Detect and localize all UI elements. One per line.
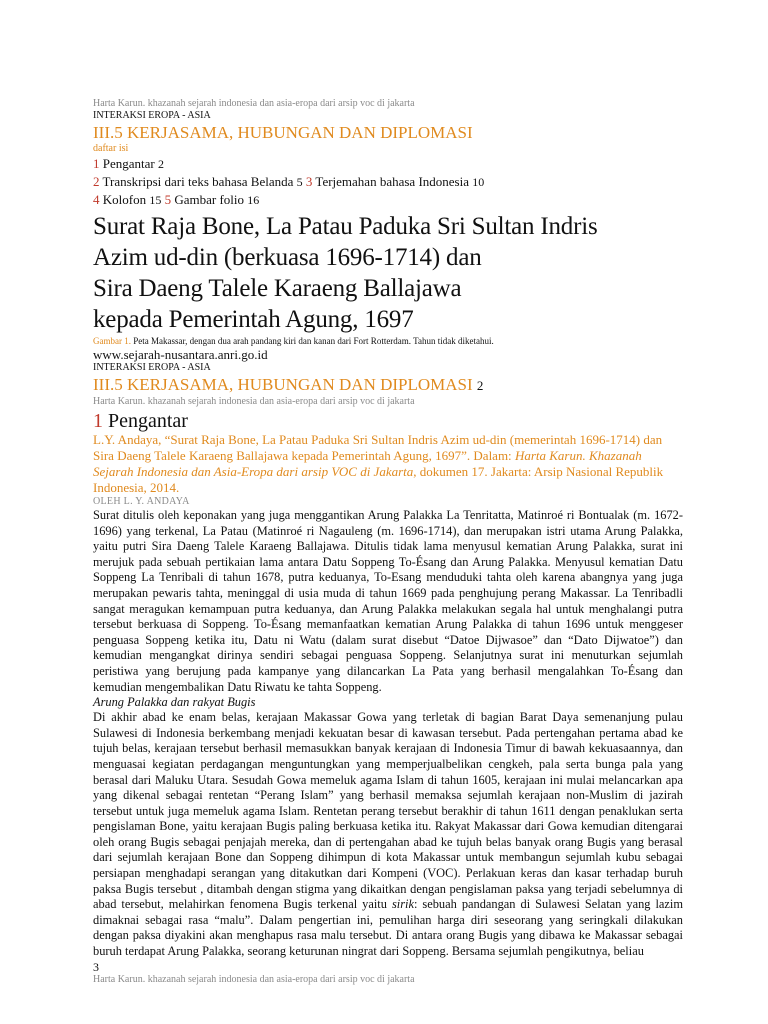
document-title bbox=[93, 211, 683, 335]
footer-page-number: 3 bbox=[93, 959, 99, 974]
citation: L.Y. Andaya, “Surat Raja Bone, La Patau Paduka Sri Sultan Indris Azim ud-din (memerintah 1696-1714) dan Sira Daeng Talele Karaeng Ballajawa kepada Pemerintah Agung, 1697”. Dalam: Harta Karun. Khazanah Sejarah Indonesia dan Asia-Eropa dari arsip VOC di Jakarta, dokumen 17. Jakarta: Arsip Nasional Republik Indonesia, 2014. bbox=[93, 432, 664, 495]
toc-link-terjemahan[interactable]: 3 Terjemahan bahasa Indonesia 10 bbox=[305, 174, 485, 189]
website-link[interactable]: www.sejarah-nusantara.anri.go.id bbox=[93, 347, 268, 362]
paragraph: Surat ditulis oleh keponakan yang juga menggantikan Arung Palakka La Tenritatta, Matinroé ri Bontualak (m. 1672-1696) yang terkenal, La Patau (Matinroé ri Nagauleng (m. 1696-1714), dan merupakan istri utama Arung Palakka, yaitu putri Sira Daeng Talele Karaeng Ballajawa. Ditulis tidak lama menyusul kematian Arung Palakka, surat ini merujuk pada sebuah pertikaian lama antara Datu Soppeng To-Ésang dan Arung Palakka. Menyusul kematian Datu Soppeng La Tenribali di tahun 1678, putra keduanya, To-Esang menduduki tahta oleh karena abangnya yang juga merupakan pewaris tahta, meninggal di usia muda di tahun 1669 pada penghujung perang Makassar. La Tenribadli sangat meragukan kemampuan putra keduanya, dan Arung Palakka melakukan segala hal untuk menghalangi putra tersebut berkuasa di Soppeng. To-Ésang memanfaatkan kematian Arung Palakka di tahun 1696 untuk menggeser penguasa Soppeng ketika itu, Datu ni Watu (dalam surat disebut “Datoe Dijwasoe” dan “Dato Dijwatoe”) dan kemudian mengangkat dirinya sendiri sebagai penguasa Soppeng. Selanjutnya surat ini menuturkan sejumlah peristiwa yang berujung pada kampanye yang dilancarkan La Pata yang berhasil mengalahkan To-Ésang dan kemudian mengembalikan Datu Riwatu ke tahta Soppeng. bbox=[93, 508, 683, 694]
title-line: Surat Raja Bone, La Patau Paduka Sri Sultan Indris bbox=[93, 213, 598, 240]
paragraph: Di akhir abad ke enam belas, kerajaan Makassar Gowa yang terletak di bagian Barat Daya semenanjung pulau Sulawesi di Indonesia berkembang menjadi kekuatan besar di kawasan tersebut. Pada pertengahan pertama abad ke tujuh belas, kerajaan tersebut berhasil memasukkan banyak kerajaan di Indonesia Timur di bawah kekuasaannya, dan menguasai kegiatan perdagangan menguntungkan yang memperjualbelikan cengkeh, pala serta bunga pala yang berasal dari Maluku Utara. Sesudah Gowa memeluk agama Islam di tahun 1605, kerajaan ini mulai melancarkan apa yang dikenal sebagai rentetan “Perang Islam” yang berhasil memaksa sejumlah kerajaan non-Muslim di jazirah tersebut untuk juga memeluk agama Islam. Rentetan perang tersebut berakhir di tahun 1611 dengan penaklukan serta pengislaman Bone, yaitu kerajaan Bugis paling berkuasa ketika itu. Rakyat Makassar dari Gowa kemudian ditengarai oleh orang Bugis sebagai penjajah mereka, dan di pertengahan abad ke tujuh belas banyak orang Bugis yang berasal dari sejumlah kerajaan Bone dan Soppeng dihimpun di kota Makassar untuk membangun sejumlah kubu sebagai persiapan menghadapi serangan yang ditakutkan dari Kompeni (VOC). Perlakuan keras dan kasar terhadap buruh paksa Bugis tersebut , ditambah dengan stigma yang dikaitkan dengan pengislaman paksa yang terjadi sebelumnya di abad tersebut, melahirkan fenomena Bugis terkenal yaitu sirik: sebuah pandangan di Sulawesi Selatan yang lazim dimaknai sebagai rasa “malu”. Dalam pengertian ini, pemulihan harga diri seseorang yang seringkali dilakukan dengan paksa diyakini akan menghapus rasa malu tersebut. Di antara orang Bugis yang dibawa ke Makassar sebagai buruh terdapat Arung Palakka, seorang keturunan ningrat dari Soppeng. Bersama sejumlah pengikutnya, beliau bbox=[93, 710, 683, 959]
table-of-contents bbox=[93, 155, 683, 209]
page-number: 2 bbox=[476, 378, 484, 393]
toc-line bbox=[93, 155, 683, 173]
figure-label: Gambar 1. bbox=[93, 336, 131, 346]
subheading: Arung Palakka dan rakyat Bugis bbox=[93, 695, 256, 710]
series-label: INTERAKSI EROPA - ASIA bbox=[93, 110, 211, 121]
title-line: Azim ud-din (berkuasa 1696-1714) dan bbox=[93, 244, 482, 271]
running-title-page2: Harta Karun. khazanah sejarah indonesia dan asia-eropa dari arsip voc di jakarta bbox=[93, 396, 415, 407]
toc-link-gambar-folio[interactable]: 5 Gambar folio 16 bbox=[164, 192, 260, 207]
section-title-page2: III.5 KERJASAMA, HUBUNGAN DAN DIPLOMASI 2 bbox=[93, 375, 484, 394]
title-line: kepada Pemerintah Agung, 1697 bbox=[93, 306, 414, 333]
toc-link-pengantar[interactable]: 1 Pengantar 2 bbox=[93, 156, 164, 171]
toc-link-kolofon[interactable]: 4 Kolofon 15 bbox=[93, 192, 162, 207]
toc-line bbox=[93, 191, 683, 209]
figure-caption-text: Peta Makassar, dengan dua arah pandang kiri dan kanan dari Fort Rotterdam. Tahun tidak diketahui. bbox=[133, 336, 494, 346]
toc-label: daftar isi bbox=[93, 143, 129, 154]
body-text bbox=[93, 508, 683, 960]
author-byline: OLEH L. Y. ANDAYA bbox=[93, 496, 190, 507]
figure-caption bbox=[93, 336, 683, 347]
title-line: Sira Daeng Talele Karaeng Ballajawa bbox=[93, 275, 462, 302]
toc-line bbox=[93, 173, 683, 191]
running-title: Harta Karun. khazanah sejarah indonesia dan asia-eropa dari arsip voc di jakarta bbox=[93, 98, 415, 109]
series-label-page2: INTERAKSI EROPA - ASIA bbox=[93, 362, 211, 373]
section-title: III.5 KERJASAMA, HUBUNGAN DAN DIPLOMASI bbox=[93, 123, 473, 142]
toc-link-transkripsi[interactable]: 2 Transkripsi dari teks bahasa Belanda 5 bbox=[93, 174, 303, 189]
intro-heading: 1 Pengantar bbox=[93, 410, 188, 432]
footer-running-title: Harta Karun. khazanah sejarah indonesia dan asia-eropa dari arsip voc di jakarta bbox=[93, 973, 415, 985]
document-page bbox=[93, 98, 683, 986]
